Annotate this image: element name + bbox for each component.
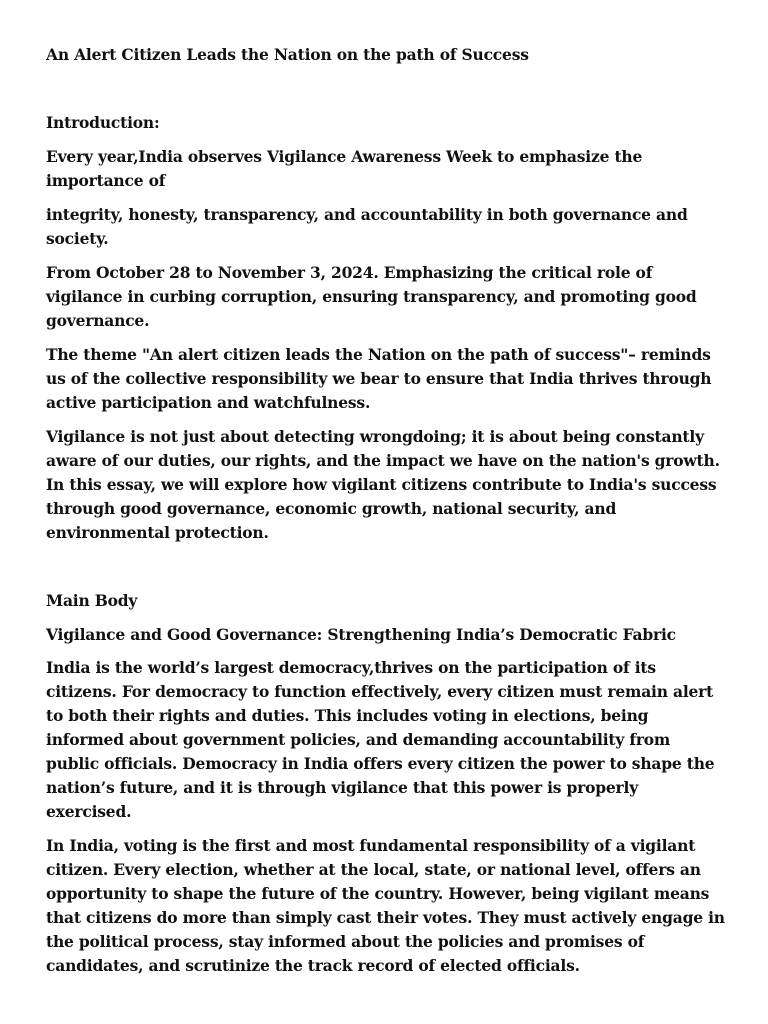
paragraph: India is the world’s largest democracy,thrives on the participation of its citizens. For democracy to function effectively, every citizen must remain alert to both their rights and duties. This includes voting in elections, being informed about government policies, and demanding accountability from public officials. Democracy in India offers every citizen the power to shape the nation’s future, and it is through vigilance that this power is properly exercised. bbox=[46, 658, 715, 821]
section-heading: Vigilance and Good Governance: Strengthening India’s Democratic Fabric bbox=[46, 625, 676, 644]
paragraph: Vigilance is not just about detecting wrongdoing; it is about being constantly aware of our duties, our rights, and the impact we have on the nation's growth. In this essay, we will explore how vigilant citizens contribute to India's success through good governance, economic growth, national security, and environmental protection. bbox=[46, 427, 720, 542]
document-title: An Alert Citizen Leads the Nation on the path of Success bbox=[46, 45, 529, 64]
paragraph: Every year,India observes Vigilance Awareness Week to emphasize the importance of bbox=[46, 147, 643, 190]
paragraph: The theme "An alert citizen leads the Nation on the path of success"– reminds us of the collective responsibility we bear to ensure that India thrives through active participation and watchfulness. bbox=[46, 345, 712, 412]
paragraph: In India, voting is the first and most fundamental responsibility of a vigilant citizen. Every election, whether at the local, state, or national level, offers an opportunity to shape the future of the country. However, being vigilant means that citizens do more than simply cast their votes. They must actively engage in the political process, stay informed about the policies and promises of candidates, and scrutinize the track record of elected officials. bbox=[46, 836, 725, 975]
main-body-heading: Main Body bbox=[46, 591, 138, 610]
paragraph: integrity, honesty, transparency, and accountability in both governance and society. bbox=[46, 205, 688, 248]
paragraph: From October 28 to November 3, 2024. Emphasizing the critical role of vigilance in curbing corruption, ensuring transparency, and promoting good governance. bbox=[46, 263, 697, 330]
introduction-heading: Introduction: bbox=[46, 113, 160, 132]
